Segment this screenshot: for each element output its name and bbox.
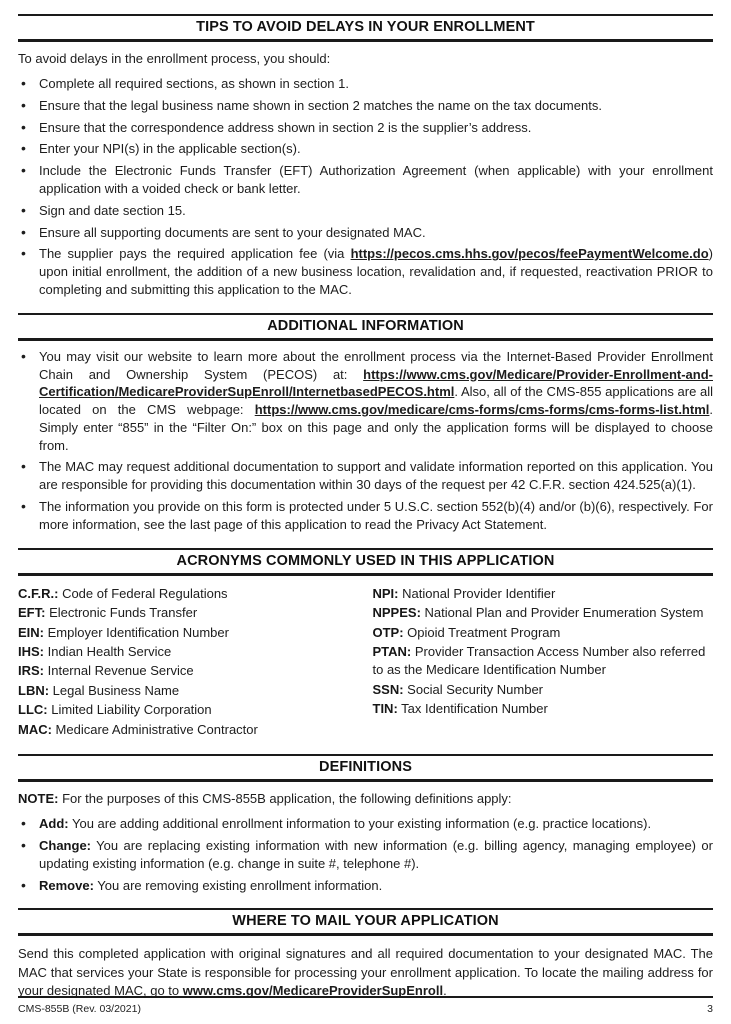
- bold-label: Add:: [39, 816, 69, 832]
- acronym-abbr: IRS:: [18, 663, 44, 679]
- acronym-entry: NPPES: National Plan and Provider Enumeration System: [372, 605, 704, 621]
- acronym-entry: PTAN: Provider Transaction Access Number also referred to as the Medicare Identification Number: [372, 644, 706, 678]
- bullet-item: [18, 498, 713, 534]
- bullet-item: [18, 119, 713, 137]
- bullet-item: [18, 162, 713, 198]
- text-run: You are replacing existing information with new information (e.g. billing agency, managing employee) or updating existing information (e.g. change in suite #, telephone #).: [39, 838, 713, 871]
- acronym-entry: LLC: Limited Liability Corporation: [18, 702, 212, 718]
- acronym-abbr: LLC:: [18, 702, 48, 718]
- url-link[interactable]: www.cms.gov/MedicareProviderSupEnroll: [182, 982, 444, 998]
- bullet-item: [18, 877, 713, 895]
- section-title-additional-information: ADDITIONAL INFORMATION: [18, 313, 713, 341]
- tips-bullet-list: [18, 75, 713, 299]
- text-run: Ensure that the legal business name shown in section 2 matches the name on the tax documents.: [39, 97, 602, 113]
- url-link[interactable]: https://www.cms.gov/medicare/cms-forms/cms-forms/cms-forms-list.html: [254, 402, 710, 418]
- text-run: You may visit our website to learn more about the enrollment process via the Internet-Based Provider Enrollment Chain and Ownership System (PECOS) at:: [39, 348, 713, 382]
- section-where-to-mail: [18, 908, 713, 1000]
- bullet-item: [18, 245, 713, 298]
- acronym-abbr: LBN:: [18, 682, 50, 698]
- footer-form-id: CMS-855B (Rev. 03/2021): [18, 1003, 141, 1015]
- text-run: The supplier pays the required application fee (via: [39, 246, 351, 262]
- bold-label: Remove:: [39, 877, 94, 893]
- bullet-item: [18, 837, 713, 873]
- acronyms-right-column: [373, 585, 714, 741]
- url-link[interactable]: https://pecos.cms.hhs.gov/pecos/feePaymentWelcome.do: [350, 246, 709, 262]
- text-run: The MAC may request additional documentation to support and validate information reported on this application. You are responsible for providing this documentation within 30 days of the request per 42 C.F.R. section 424.525(a)(1).: [39, 459, 713, 493]
- text-run: Enter your NPI(s) in the applicable section(s).: [39, 141, 301, 157]
- acronym-abbr: NPPES:: [372, 605, 421, 621]
- bullet-item: [18, 224, 713, 242]
- acronym-entry: NPI: National Provider Identifier: [372, 585, 556, 601]
- definitions-bullet-list: [18, 815, 713, 894]
- acronym-entry: C.F.R.: Code of Federal Regulations: [18, 585, 228, 601]
- bold-label: NOTE:: [18, 791, 59, 807]
- acronym-abbr: TIN:: [372, 701, 398, 717]
- page-footer: [18, 996, 713, 1015]
- text-run: You are adding additional enrollment information to your existing information (e.g. practice locations).: [68, 816, 652, 832]
- acronym-abbr: PTAN:: [372, 644, 412, 660]
- acronym-entry: MAC: Medicare Administrative Contractor: [18, 721, 258, 737]
- bullet-item: [18, 75, 713, 93]
- url-link[interactable]: https://www.cms.gov/Medicare/Provider-Enrollment-and-Certification/MedicareProviderSupEnroll/InternetbasedPECOS.html: [39, 366, 713, 400]
- acronym-abbr: SSN:: [372, 681, 404, 697]
- acronym-abbr: NPI:: [372, 585, 399, 601]
- section-acronyms: [18, 548, 713, 741]
- section-tips: [18, 14, 713, 299]
- additional-information-bullet-list: [18, 348, 713, 534]
- section-title-tips: TIPS TO AVOID DELAYS IN YOUR ENROLLMENT: [18, 14, 713, 42]
- bullet-item: [18, 348, 713, 455]
- acronym-entry: IHS: Indian Health Service: [18, 644, 172, 660]
- section-definitions: [18, 754, 713, 894]
- text-run: Ensure that the correspondence address shown in section 2 is the supplier’s address.: [39, 119, 532, 135]
- section-title-acronyms: ACRONYMS COMMONLY USED IN THIS APPLICATION: [18, 548, 713, 576]
- text-run: Complete all required sections, as shown in section 1.: [39, 75, 349, 91]
- acronym-abbr: MAC:: [18, 721, 52, 737]
- text-run: . Simply enter “855” in the “Filter On:” box on this page and only the application forms will be displayed to choose from.: [39, 402, 713, 453]
- acronym-entry: OTP: Opioid Treatment Program: [372, 624, 561, 640]
- acronym-abbr: IHS:: [18, 644, 44, 660]
- acronym-entry: LBN: Legal Business Name: [18, 682, 180, 698]
- footer-page-number: 3: [707, 1003, 713, 1015]
- text-run: Sign and date section 15.: [39, 202, 186, 218]
- bullet-item: [18, 140, 713, 158]
- text-run: For the purposes of this CMS-855B application, the following definitions apply:: [58, 791, 512, 807]
- text-run: Send this completed application with original signatures and all required documentation to your designated MAC. The MAC that services your State is responsible for processing your enrollment application. To locate the mailing address for your designated MAC, go to: [18, 946, 713, 998]
- bullet-item: [18, 97, 713, 115]
- acronym-entry: EIN: Employer Identification Number: [18, 624, 229, 640]
- acronyms-left-column: [18, 585, 359, 741]
- bullet-item: [18, 458, 713, 494]
- acronyms-columns: [18, 585, 713, 741]
- bullet-item: [18, 815, 713, 833]
- acronym-entry: IRS: Internal Revenue Service: [18, 663, 194, 679]
- acronym-entry: EFT: Electronic Funds Transfer: [18, 605, 198, 621]
- text-run: Include the Electronic Funds Transfer (EFT) Authorization Agreement (when applicable) with your enrollment application with a voided check or bank letter.: [39, 163, 713, 196]
- bullet-item: [18, 202, 713, 220]
- acronym-abbr: OTP:: [372, 624, 404, 640]
- section-title-where-to-mail: WHERE TO MAIL YOUR APPLICATION: [18, 908, 713, 936]
- section-additional-information: [18, 313, 713, 534]
- text-run: Ensure all supporting documents are sent to your designated MAC.: [39, 224, 426, 240]
- tips-intro: To avoid delays in the enrollment process, you should:: [18, 51, 331, 66]
- section-title-definitions: DEFINITIONS: [18, 754, 713, 782]
- acronym-entry: SSN: Social Security Number: [372, 681, 544, 697]
- acronym-abbr: EIN:: [18, 624, 44, 640]
- acronym-abbr: C.F.R.:: [18, 585, 59, 601]
- bold-label: Change:: [39, 838, 91, 854]
- acronym-entry: TIN: Tax Identification Number: [372, 701, 548, 717]
- where-to-mail-paragraph: [18, 945, 713, 1000]
- text-run: ) upon initial enrollment, the addition of a new business location, revalidation and, if requested, reactivation PRIOR to completing and submitting this application to the MAC.: [39, 246, 713, 297]
- definitions-note: [18, 790, 713, 808]
- text-run: You are removing existing enrollment information.: [93, 877, 383, 893]
- text-run: The information you provide on this form is protected under 5 U.S.C. section 552(b)(4) and/or (b)(6), respectively. For more information, see the last page of this application to read the Privacy Act Statement.: [39, 499, 713, 532]
- acronym-abbr: EFT:: [18, 605, 46, 621]
- text-run: . Also, all of the CMS-855 applications are all located on the CMS webpage:: [39, 384, 713, 418]
- text-run: .: [443, 982, 447, 998]
